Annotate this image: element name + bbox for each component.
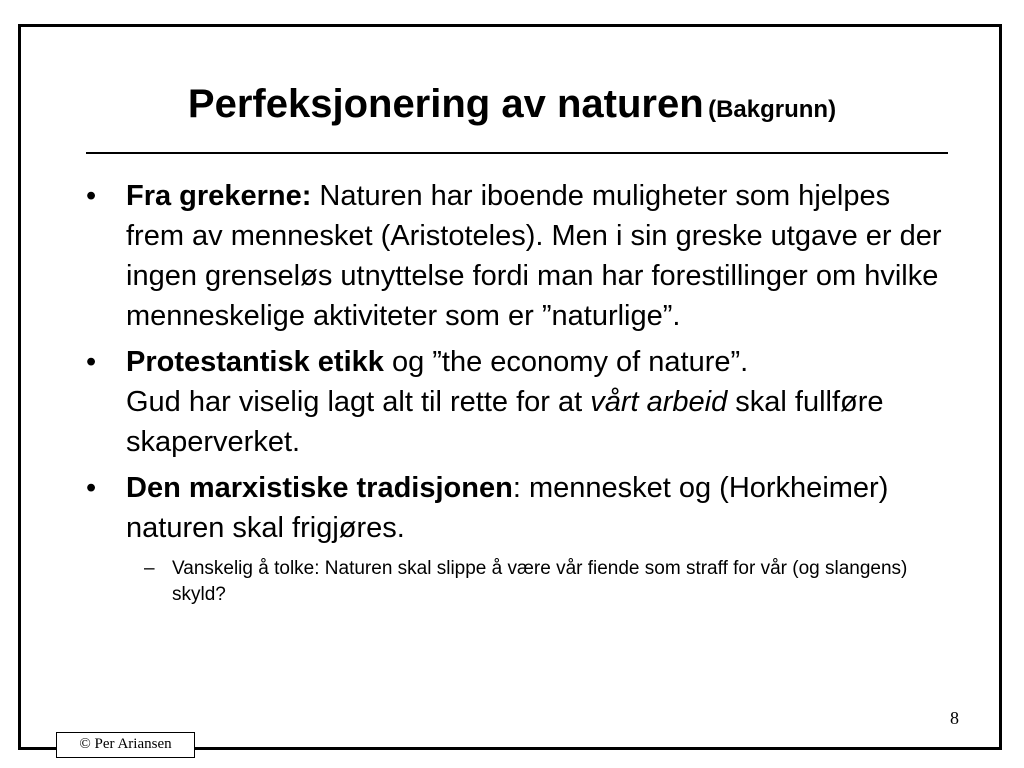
bullet-heading: Fra grekerne: [126, 180, 312, 212]
bullet-item [86, 342, 946, 462]
bullet-item [86, 468, 946, 548]
bullet-text: Naturen har iboende muligheter som hjelpes frem av mennesket (Aristoteles). Men i sin greske utgave er der ingen grenseløs utnyttelse fordi man har forestillinger om hvilke menneskelige aktiviteter som er ”naturlige”. [126, 180, 942, 332]
page-number: 8 [950, 708, 959, 728]
sub-bullet-text: Vanskelig å tolke: Naturen skal slippe å være vår fiende som straff for vår (og slangens) skyld? [172, 558, 908, 605]
bullet-text: skal fullføre skaperverket. [126, 386, 884, 458]
copyright-box: © Per Ariansen [56, 732, 195, 758]
bullet-text: : mennesket og (Horkheimer) naturen skal frigjøres. [126, 472, 889, 544]
bullet-emphasis: vårt arbeid [590, 386, 728, 418]
bullet-marker: • [86, 180, 97, 212]
slide-body [86, 176, 946, 608]
sub-bullet-item [86, 556, 946, 608]
slide-title [0, 82, 1024, 127]
sub-bullet-marker: – [144, 558, 155, 579]
bullet-heading: Den marxistiske tradisjonen [126, 472, 513, 504]
bullet-text: og ”the economy of nature”. [383, 346, 749, 378]
title-divider [86, 152, 948, 154]
title-text: Perfeksjonering av naturen [187, 82, 704, 126]
bullet-heading: Protestantisk etikk [126, 346, 384, 378]
bullet-marker: • [86, 472, 97, 504]
bullet-marker: • [86, 346, 97, 378]
bullet-text: Gud har viselig lagt alt til rette for at [126, 386, 591, 418]
bullet-item [86, 176, 946, 336]
title-note: (Bakgrunn) [708, 96, 837, 123]
